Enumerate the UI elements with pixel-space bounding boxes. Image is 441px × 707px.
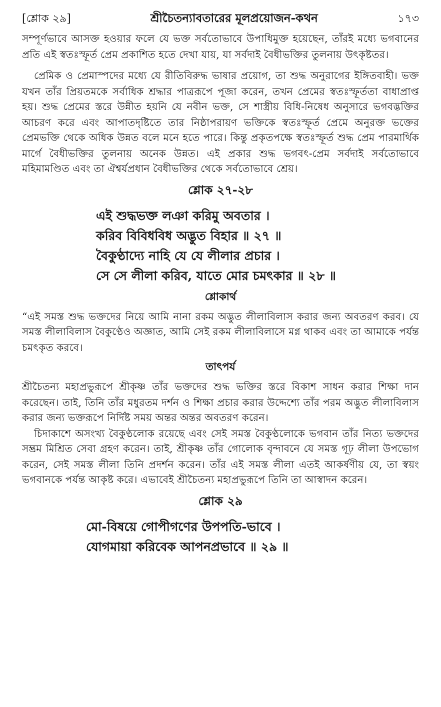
verse-line: সে সে লীলা করিব, যাতে মোর চমৎকার ॥ ২৮ ॥	[96, 267, 336, 283]
translation-heading: শ্লোকার্থ	[204, 290, 237, 303]
paragraph-intro: সম্পূর্ণভাবে আসক্ত হওয়ার ফলে যে ভক্ত সর্বতোভাবে উপাধিমুক্ত হয়েছেন, তাঁরই মধ্যে ভগবানের প্রতি এই স্বতঃস্ফূর্ত প্রেম প্রকাশিত হতে দেখা যায়, যা সর্বদাই বৈধীভক্তির তুলনায় উৎকৃষ্টতর।	[22, 34, 419, 61]
header-page-number: ১৭৩	[397, 12, 419, 25]
purport-paragraph-2: চিদাকাশে অসংখ্য বৈকুণ্ঠলোক রয়েছে এবং সেই সমস্ত বৈকুণ্ঠলোকে ভগবান তাঁর নিত্য ভক্তদের সম্ভ্রম মিশ্রিত সেবা গ্রহণ করেন। তাই, শ্রীকৃষ্ণ তাঁর গোলোক বৃন্দাবনে যে সমস্ত গূঢ় লীলা উপভোগ করেন, সেই সমস্ত লীলা তিনি প্রদর্শন করেন। তাঁর এই সমস্ত লীলা এতই আকর্ষণীয় যে, তা স্বয়ং ভগবানকে পর্যন্ত আকৃষ্ট করে। এভাবেই শ্রীচৈতন্য মহাপ্রভুরূপে তিনি তা আস্বাদন করেন।	[22, 428, 419, 486]
sloka-heading-29: শ্লোক ২৯	[198, 493, 243, 508]
sloka-verse-27-28	[22, 206, 419, 286]
verse-line: করিব বিবিধবিধ অদ্ভুত বিহার ॥ ২৭ ॥	[96, 227, 282, 243]
sloka-heading-27-28: শ্লোক ২৭-২৮	[188, 182, 253, 197]
purport-heading: তাৎপর্য	[205, 361, 236, 373]
paragraph-explanation: প্রেমিক ও প্রেমাস্পদের মধ্যে যে রীতিবিরুদ্ধ ভাষার প্রয়োগ, তা শুদ্ধ অনুরাগের ইঙ্গিতবাহী। ভক্ত যখন তাঁর প্রিয়তমকে সর্বাধিক শ্রদ্ধার পাত্ররূপে পূজা করেন, তখন প্রেমের স্বতঃস্ফূর্ততা বাধাপ্রাপ্ত হয়। শুদ্ধ প্রেমের স্তরে উন্নীত হয়নি যে নবীন ভক্ত, সে শাস্ত্রীয় বিধি-নিষেধ অনুসারে ভগবদ্ভক্তির আচরণ করে এবং আপাতদৃষ্টিতে তার নিষ্ঠাপরায়ণ ভক্তিকে স্বতঃস্ফূর্ত প্রেমে অনুরক্ত ভক্তের প্রেমভক্তি থেকে অধিক উন্নত বলে মনে হতে পারে। কিন্তু প্রকৃতপক্ষে স্বতঃস্ফূর্ত শুদ্ধ প্রেম পারমার্থিক মার্গে বৈধীভক্তির তুলনায় অনেক উন্নত। এই প্রকার শুদ্ধ ভগবৎ-প্রেম সর্বদাই সর্বতোভাবে মহিমামণ্ডিত এবং তা ঐশ্বর্যপ্রধান বৈধীভক্তির থেকে সর্বতোভাবে শ্রেয়।	[22, 71, 419, 175]
verse-line: মো-বিষয়ে গোপীগণের উপপতি-ভাবে ।	[86, 518, 281, 534]
translation-text: “এই সমস্ত শুদ্ধ ভক্তদের নিয়ে আমি নানা রকম অদ্ভুত লীলাবিলাস করার জন্য অবতরণ করব। যে সমস্ত লীলাবিলাস বৈকুণ্ঠেও অজ্ঞাত, আমি সেই রকম লীলাবিলাসে মগ্ন থাকব এবং তা আমাকে পর্যন্ত চমৎকৃত করবে।	[22, 311, 419, 354]
page-header	[22, 10, 419, 32]
verse-line: এই শুদ্ধভক্ত লঞা করিমু অবতার ।	[96, 207, 270, 223]
sloka-verse-29	[22, 517, 419, 557]
header-chapter-title: শ্রীচৈতন্যাবতারের মূলপ্রয়োজন-কথন	[150, 11, 318, 25]
header-verse-ref: [শ্লোক ২৯]	[22, 12, 71, 25]
verse-line: যোগমায়া করিবেক আপনপ্রভাবে ॥ ২৯ ॥	[86, 538, 289, 554]
purport-paragraph-1: শ্রীচৈতন্য মহাপ্রভুরূপে শ্রীকৃষ্ণ তাঁর ভক্তদের শুদ্ধ ভক্তির স্তরে বিকাশ সাধন করার শিক্ষা দান করেছেন। তাই, তিনি তাঁর মধুরতম দর্শন ও শিক্ষা প্রচার করার উদ্দেশ্যে তাঁর পরম অদ্ভুত লীলাবিলাস করার জন্য ভক্তরূপে নির্দিষ্ট সময় অন্তর অন্তর অবতরণ করেন।	[22, 382, 419, 424]
verse-line: বৈকুণ্ঠাদ্যে নাহি যে যে লীলার প্রচার ।	[96, 247, 280, 263]
